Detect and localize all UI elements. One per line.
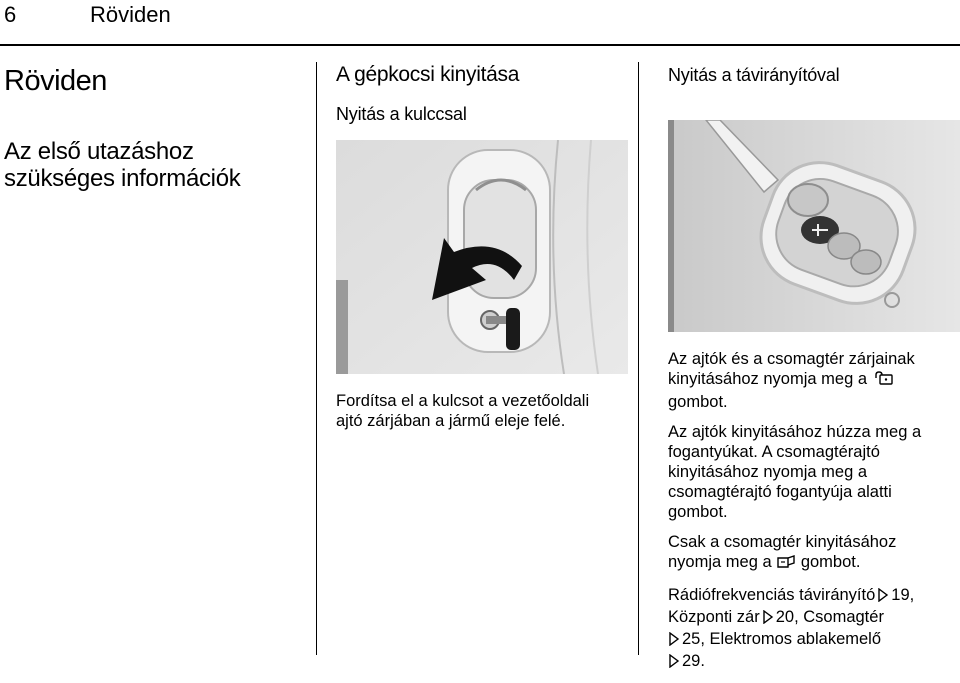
section-title: Röviden	[4, 65, 107, 97]
text-line: Az ajtók és a csomagtér zárjainak	[668, 350, 915, 368]
text-line: fogantyúkat. A csomagtérajtó	[668, 443, 880, 461]
paragraph-doors	[668, 422, 958, 522]
caption-line: ajtó zárjában a jármű eleje felé.	[336, 412, 566, 430]
text-line: csomagtérajtó fogantyúja alatti	[668, 483, 892, 501]
text-line: gombot.	[668, 393, 728, 411]
left-column	[4, 62, 304, 192]
middle-column	[336, 62, 628, 125]
text-run: kinyitásához nyomja meg a	[668, 370, 868, 388]
reference-page[interactable]: 20, Csomagtér	[775, 608, 884, 626]
trunk-button-icon	[776, 554, 796, 575]
text-run: gombot.	[800, 553, 861, 571]
remote-key-illustration	[668, 120, 960, 332]
column-divider-right	[638, 62, 639, 655]
page-header	[0, 0, 960, 45]
paragraph-references	[668, 585, 958, 673]
subheading-remote: Nyitás a távirányítóval	[668, 65, 840, 85]
paragraph-unlock-all	[668, 349, 958, 412]
reference-arrow-icon	[762, 609, 774, 629]
subheading-key: Nyitás a kulccsal	[336, 104, 467, 124]
running-title: Röviden	[90, 2, 171, 27]
text-line	[668, 552, 958, 575]
text-line	[668, 585, 958, 607]
text-line	[668, 629, 958, 651]
section-subtitle	[4, 138, 304, 192]
text-line: Az ajtók kinyitásához húzza meg a	[668, 423, 922, 441]
reference-arrow-icon	[877, 587, 889, 607]
text-line	[668, 369, 958, 392]
paragraph-trunk	[668, 532, 958, 575]
unlock-button-icon	[872, 371, 894, 392]
heading-unlocking: A gépkocsi kinyitása	[336, 63, 520, 86]
door-lock-key-illustration	[336, 140, 628, 374]
key-caption	[336, 391, 628, 431]
reference-arrow-icon	[668, 653, 680, 673]
reference-arrow-icon	[668, 631, 680, 651]
page-number: 6	[4, 2, 17, 27]
reference-page[interactable]: 19,	[891, 586, 915, 604]
subtitle-line: szükséges információk	[4, 165, 241, 192]
caption-line: Fordítsa el a kulcsot a vezetőoldali	[336, 392, 590, 410]
reference-page[interactable]: 29.	[682, 652, 705, 670]
subtitle-line: Az első utazáshoz	[4, 138, 194, 165]
text-run: nyomja meg a	[668, 553, 772, 571]
text-line	[668, 651, 958, 673]
text-line: gombot.	[668, 503, 728, 521]
remote-instructions	[668, 349, 958, 683]
text-run: Központi zár	[668, 608, 760, 626]
text-run: Rádiófrekvenciás távirányító	[668, 586, 876, 604]
column-divider-left	[316, 62, 317, 655]
text-line: Csak a csomagtér kinyitásához	[668, 533, 897, 551]
header-rule	[0, 44, 960, 46]
reference-page[interactable]: 25, Elektromos ablakemelő	[682, 630, 882, 648]
text-line: kinyitásához nyomja meg a	[668, 463, 868, 481]
right-column	[668, 62, 956, 86]
text-line	[668, 607, 958, 629]
